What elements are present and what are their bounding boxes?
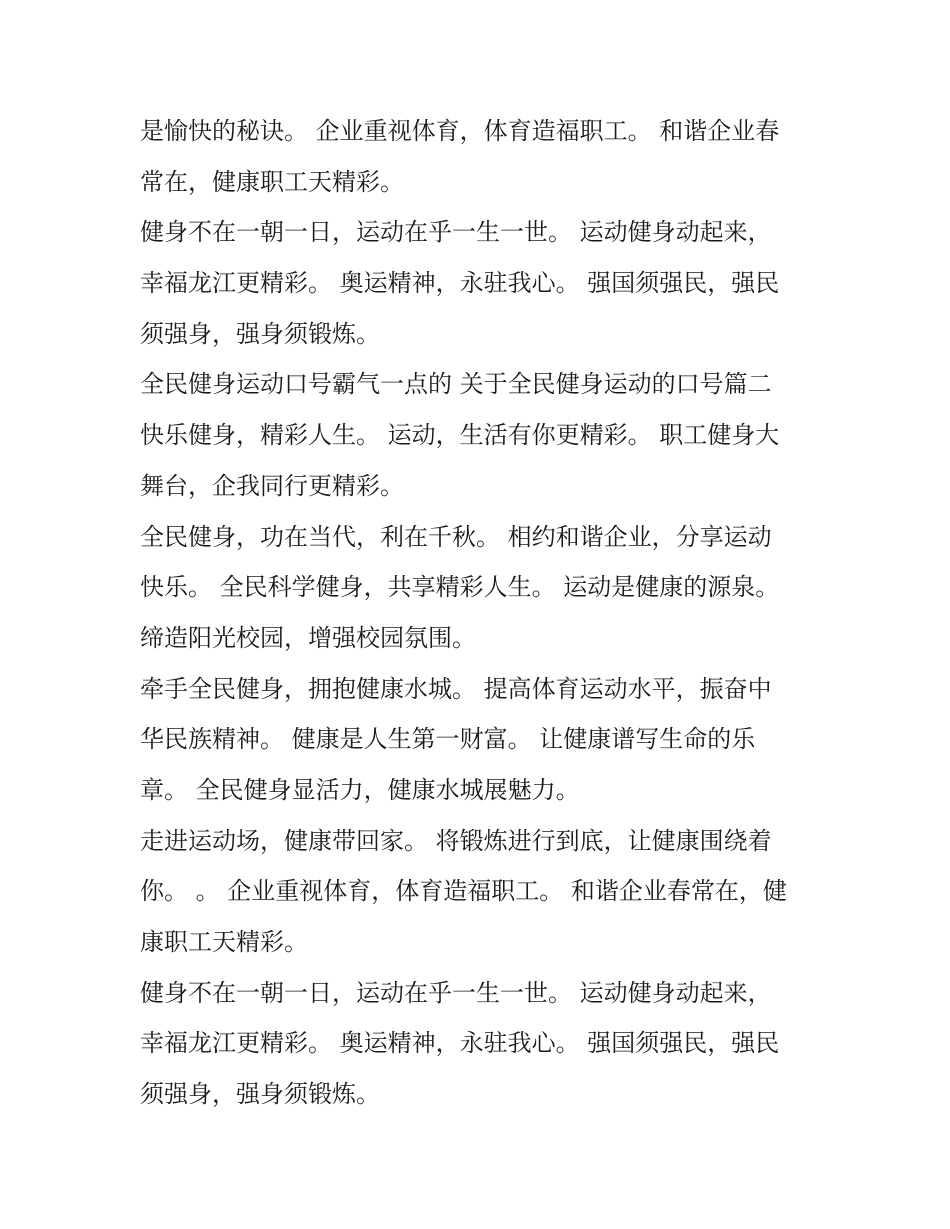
text-line: 你。 。 企业重视体育，体育造福职工。 和谐企业春常在，健	[140, 877, 787, 906]
text-line: 快乐。 全民科学健身，共享精彩人生。 运动是健康的源泉。	[140, 573, 780, 602]
text-line: 走进运动场，健康带回家。 将锻炼进行到底，让健康围绕着	[140, 826, 772, 855]
text-line: 是愉快的秘诀。 企业重视体育，体育造福职工。 和谐企业春	[140, 117, 780, 145]
text-line: 章。 全民健身显活力，健康水城展魅力。	[140, 775, 580, 804]
paragraph	[140, 512, 820, 664]
text-line: 牵手全民健身，拥抱健康水城。 提高体育运动水平，振奋中	[140, 674, 772, 703]
text-line: 康职工天精彩。	[140, 928, 308, 956]
text-line: 全民健身运动口号霸气一点的 关于全民健身运动的口号篇二	[140, 370, 772, 399]
text-line: 幸福龙江更精彩。 奥运精神，永驻我心。 强国须强民，强民	[140, 1029, 780, 1058]
paragraph	[140, 207, 820, 359]
text-line: 健身不在一朝一日，运动在乎一生一世。 运动健身动起来，	[140, 978, 772, 1007]
text-line: 舞台，企我同行更精彩。	[140, 471, 404, 500]
paragraph	[140, 664, 820, 816]
paragraph	[140, 359, 820, 511]
text-line: 全民健身，功在当代，利在千秋。 相约和谐企业，分享运动	[140, 522, 772, 551]
text-line: 须强身，强身须锻炼。	[140, 319, 380, 348]
paragraph	[140, 106, 820, 207]
text-line: 快乐健身，精彩人生。 运动，生活有你更精彩。 职工健身大	[140, 421, 780, 450]
text-line: 华民族精神。 健康是人生第一财富。 让健康谱写生命的乐	[140, 725, 756, 754]
paragraph	[140, 816, 820, 968]
document-body	[140, 106, 820, 1120]
text-line: 健身不在一朝一日，运动在乎一生一世。 运动健身动起来，	[140, 218, 772, 247]
text-line: 缔造阳光校园，增强校园氛围。	[140, 623, 476, 652]
text-line: 须强身，强身须锻炼。	[140, 1080, 380, 1109]
text-line: 幸福龙江更精彩。 奥运精神，永驻我心。 强国须强民，强民	[140, 269, 780, 298]
paragraph	[140, 968, 820, 1120]
text-line: 常在，健康职工天精彩。	[140, 167, 404, 196]
